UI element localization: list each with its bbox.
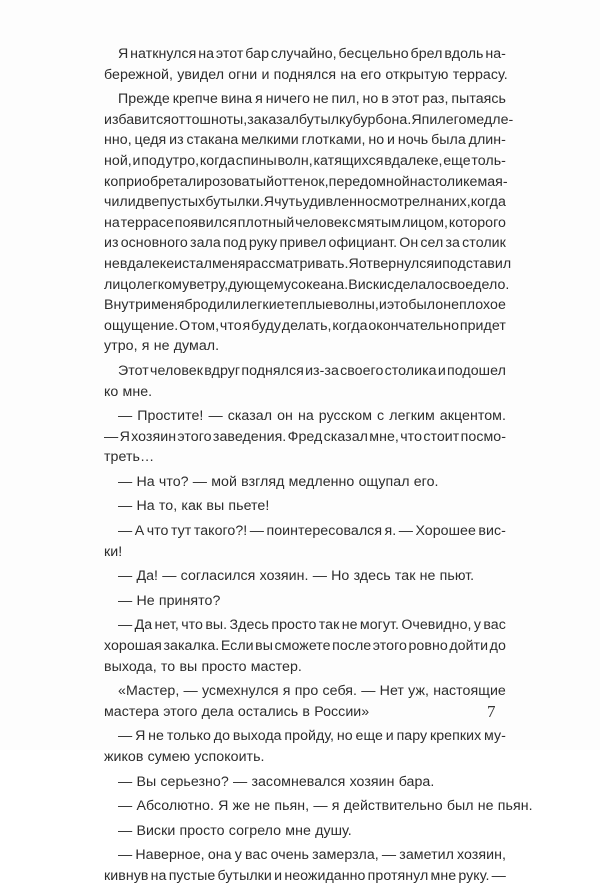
text-line: мастера этого дела остались в России» (104, 703, 370, 720)
text-line: — Да! — согласился хозяин. — Но здесь так не пьют. (118, 568, 475, 585)
text-line: бережной, увидел огни и поднялся на его открытую террасу. (104, 66, 508, 83)
text-line: — Да нет, что вы. Здесь просто так не могут. Очевидно, у вас (118, 617, 506, 634)
text-line: нно, цедя из стакана мелкими глотками, но и ночь была длин- (104, 132, 506, 149)
text-line: на террасе появился плотный человек с мятым лицом, которого (104, 214, 506, 231)
text-line: — Абсолютно. Я же не пьян, — я действительно был не пьян. (118, 798, 533, 815)
text-line: — Простите! — сказал он на русском с легким акцентом. (118, 408, 506, 425)
text-line: — Вы серьезно? — засомневался хозяин бара. (118, 773, 435, 790)
text-line: — Наверное, она у вас очень замерзла, — заметил хозяин, (118, 847, 506, 864)
text-line: выхода, то вы просто мастер. (104, 658, 302, 675)
text-line: — Не принято? (118, 592, 221, 609)
text-line: утро, я не думал. (104, 338, 220, 355)
text-line: жиков сумею успокоить. (104, 749, 265, 765)
text-line: кивнув на пустые бутылки и неожиданно протянул мне руку. — (104, 867, 506, 884)
text-line: — Виски просто согрело мне душу. (118, 822, 352, 839)
text-line: невдалеке и стал меня рассматривать. Я отвернулся и подставил (104, 255, 512, 272)
text-line: ки! (104, 543, 123, 560)
text-line: ко мне. (104, 383, 153, 400)
text-line: — Я хозяин этого заведения. Фред сказал мне, что стоит посмо- (104, 428, 506, 445)
text-line: треть… (104, 449, 155, 466)
text-line: избавится от тошноты, заказал бутылку бурбона. Я пил его медле- (104, 111, 514, 128)
text-line: Прежде крепче вина я ничего не пил, но в этот раз, пытаясь (118, 91, 506, 108)
text-line: ощущение. О том, что я буду делать, когда окончательно придет (104, 317, 506, 334)
text-line: из основного зала под руку привел официант. Он сел за столик (104, 235, 506, 252)
text-line: — На то, как вы пьете! (118, 498, 270, 515)
text-line: — А что тут такого?! — поинтересовался я. — Хорошее вис- (118, 523, 506, 540)
text-line: ной, и под утро, когда спины волн, катящихся вдалеке, еще толь- (104, 152, 506, 169)
text-line: — Я не только до выхода пройду, но еще и пару крепких му- (118, 728, 506, 745)
text-line: — На что? — мой взгляд медленно ощупал его. (118, 473, 439, 490)
text-line: «Мастер, — усмехнулся я про себя. — Нет уж, настоящие (118, 683, 506, 700)
text-line: хорошая закалка. Если вы сможете после этого ровно дойти до (104, 638, 506, 655)
text-line: лицо легкому ветру, дующему с океана. Виски сделало свое дело. (104, 276, 510, 293)
text-line: ко приобретали розоватый оттенок, передо мной на столике мая- (104, 173, 508, 190)
text-line: Этот человек вдруг поднялся из-за своего столика и подошел (118, 362, 506, 379)
text-line: Я наткнулся на этот бар случайно, бесцельно брел вдоль на- (118, 46, 506, 62)
text-line: Внутри меня бродили легкие теплые волны, и это было неплохое (104, 297, 506, 314)
page-number: 7 (487, 702, 496, 721)
text-line: чили две пустых бутылки. Я чуть удивленно смотрел на них, когда (104, 194, 506, 211)
body-text (104, 44, 533, 887)
